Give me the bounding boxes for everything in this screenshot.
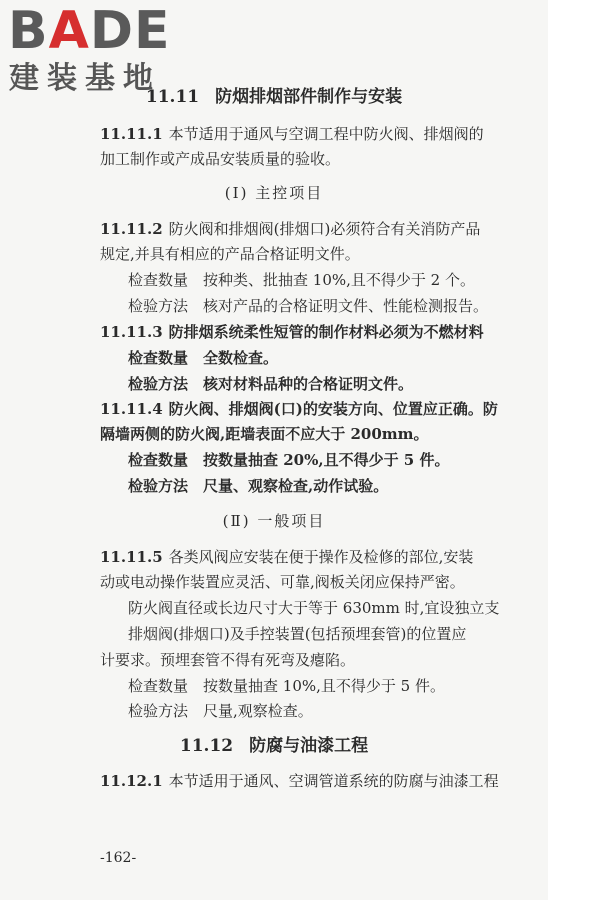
clause-11-11-4-line-2: 隔墙两侧的防火阀,距墙表面不应大于 200mm。 xyxy=(100,425,429,443)
inspection-quantity-11-11-2: 检查数量 按种类、批抽查 10%,且不得少于 2 个。 xyxy=(128,271,475,289)
section-number: 11.12 xyxy=(179,736,234,756)
main-items-heading: (Ⅰ) 主控项目 xyxy=(224,184,324,202)
section-title-text: 防腐与油漆工程 xyxy=(249,736,369,756)
section-title-11-12 xyxy=(0,735,548,757)
inspection-quantity-11-11-5: 检查数量 按数量抽查 10%,且不得少于 5 件。 xyxy=(128,677,445,695)
clause-11-11-5-line-3: 防火阀直径或长边尺寸大于等于 630mm 时,宜设独立支 xyxy=(128,599,500,617)
section-title-text: 防烟排烟部件制作与安装 xyxy=(215,87,403,107)
clause-text: 本节适用于通风与空调工程中防火阀、排烟阀的 xyxy=(168,125,484,143)
clause-text: 防排烟系统柔性短管的制作材料必须为不燃材料 xyxy=(168,323,484,341)
inspection-method-11-11-4: 检验方法 尺量、观察检查,动作试验。 xyxy=(128,477,389,495)
clause-11-11-1-line-1 xyxy=(100,123,548,145)
clause-number: 11.11.3 xyxy=(100,323,163,341)
clause-text: 本节适用于通风、空调管道系统的防腐与油漆工程 xyxy=(168,772,499,790)
logo-letter-b: B xyxy=(8,1,49,61)
clause-11-11-1-line-2: 加工制作或产成品安装质量的验收。 xyxy=(100,150,341,168)
clause-11-11-4-line-1 xyxy=(100,398,548,420)
clause-number: 11.11.2 xyxy=(100,220,163,238)
clause-number: 11.11.1 xyxy=(100,125,163,143)
clause-number: 11.12.1 xyxy=(100,772,163,790)
clause-11-11-5-line-5: 计要求。预埋套管不得有死弯及瘪陷。 xyxy=(100,651,356,669)
general-items-heading: (Ⅱ) 一般项目 xyxy=(222,512,326,530)
logo-letter-a: A xyxy=(48,1,90,61)
clause-11-11-3 xyxy=(100,321,548,343)
logo-letters-de: DE xyxy=(89,1,171,61)
clause-11-11-5-line-2: 动或电动操作装置应灵活、可靠,阀板关闭应保持严密。 xyxy=(100,573,465,591)
inspection-quantity-11-11-4: 检查数量 按数量抽查 20%,且不得少于 5 件。 xyxy=(128,451,450,469)
clause-number: 11.11.4 xyxy=(100,400,163,418)
clause-11-11-5-line-4: 排烟阀(排烟口)及手控装置(包括预埋套管)的位置应 xyxy=(128,625,467,643)
logo-subtitle: 建装基地 xyxy=(9,61,161,96)
clause-number: 11.11.5 xyxy=(100,548,163,566)
clause-text: 各类风阀应安装在便于操作及检修的部位,安装 xyxy=(168,548,474,566)
section-title-11-11 xyxy=(0,86,548,108)
inspection-method-11-11-3: 检验方法 核对材料品种的合格证明文件。 xyxy=(128,375,414,393)
inspection-method-11-11-5: 检验方法 尺量,观察检查。 xyxy=(128,702,313,720)
clause-text: 防火阀、排烟阀(口)的安装方向、位置应正确。防 xyxy=(168,400,498,418)
inspection-method-11-11-2: 检验方法 核对产品的合格证明文件、性能检测报告。 xyxy=(128,297,489,315)
section-number: 11.11 xyxy=(145,87,200,107)
bade-logo xyxy=(8,2,171,60)
clause-text: 防火阀和排烟阀(排烟口)必须符合有关消防产品 xyxy=(168,220,481,238)
clause-11-11-5-line-1 xyxy=(100,546,548,568)
clause-11-11-2-line-1 xyxy=(100,218,548,240)
clause-11-12-1 xyxy=(100,770,548,792)
inspection-quantity-11-11-3: 检查数量 全数检查。 xyxy=(128,349,279,367)
page-edge xyxy=(548,0,600,900)
clause-11-11-2-line-2: 规定,并具有相应的产品合格证明文件。 xyxy=(100,245,360,263)
page-number: -162- xyxy=(100,850,137,866)
